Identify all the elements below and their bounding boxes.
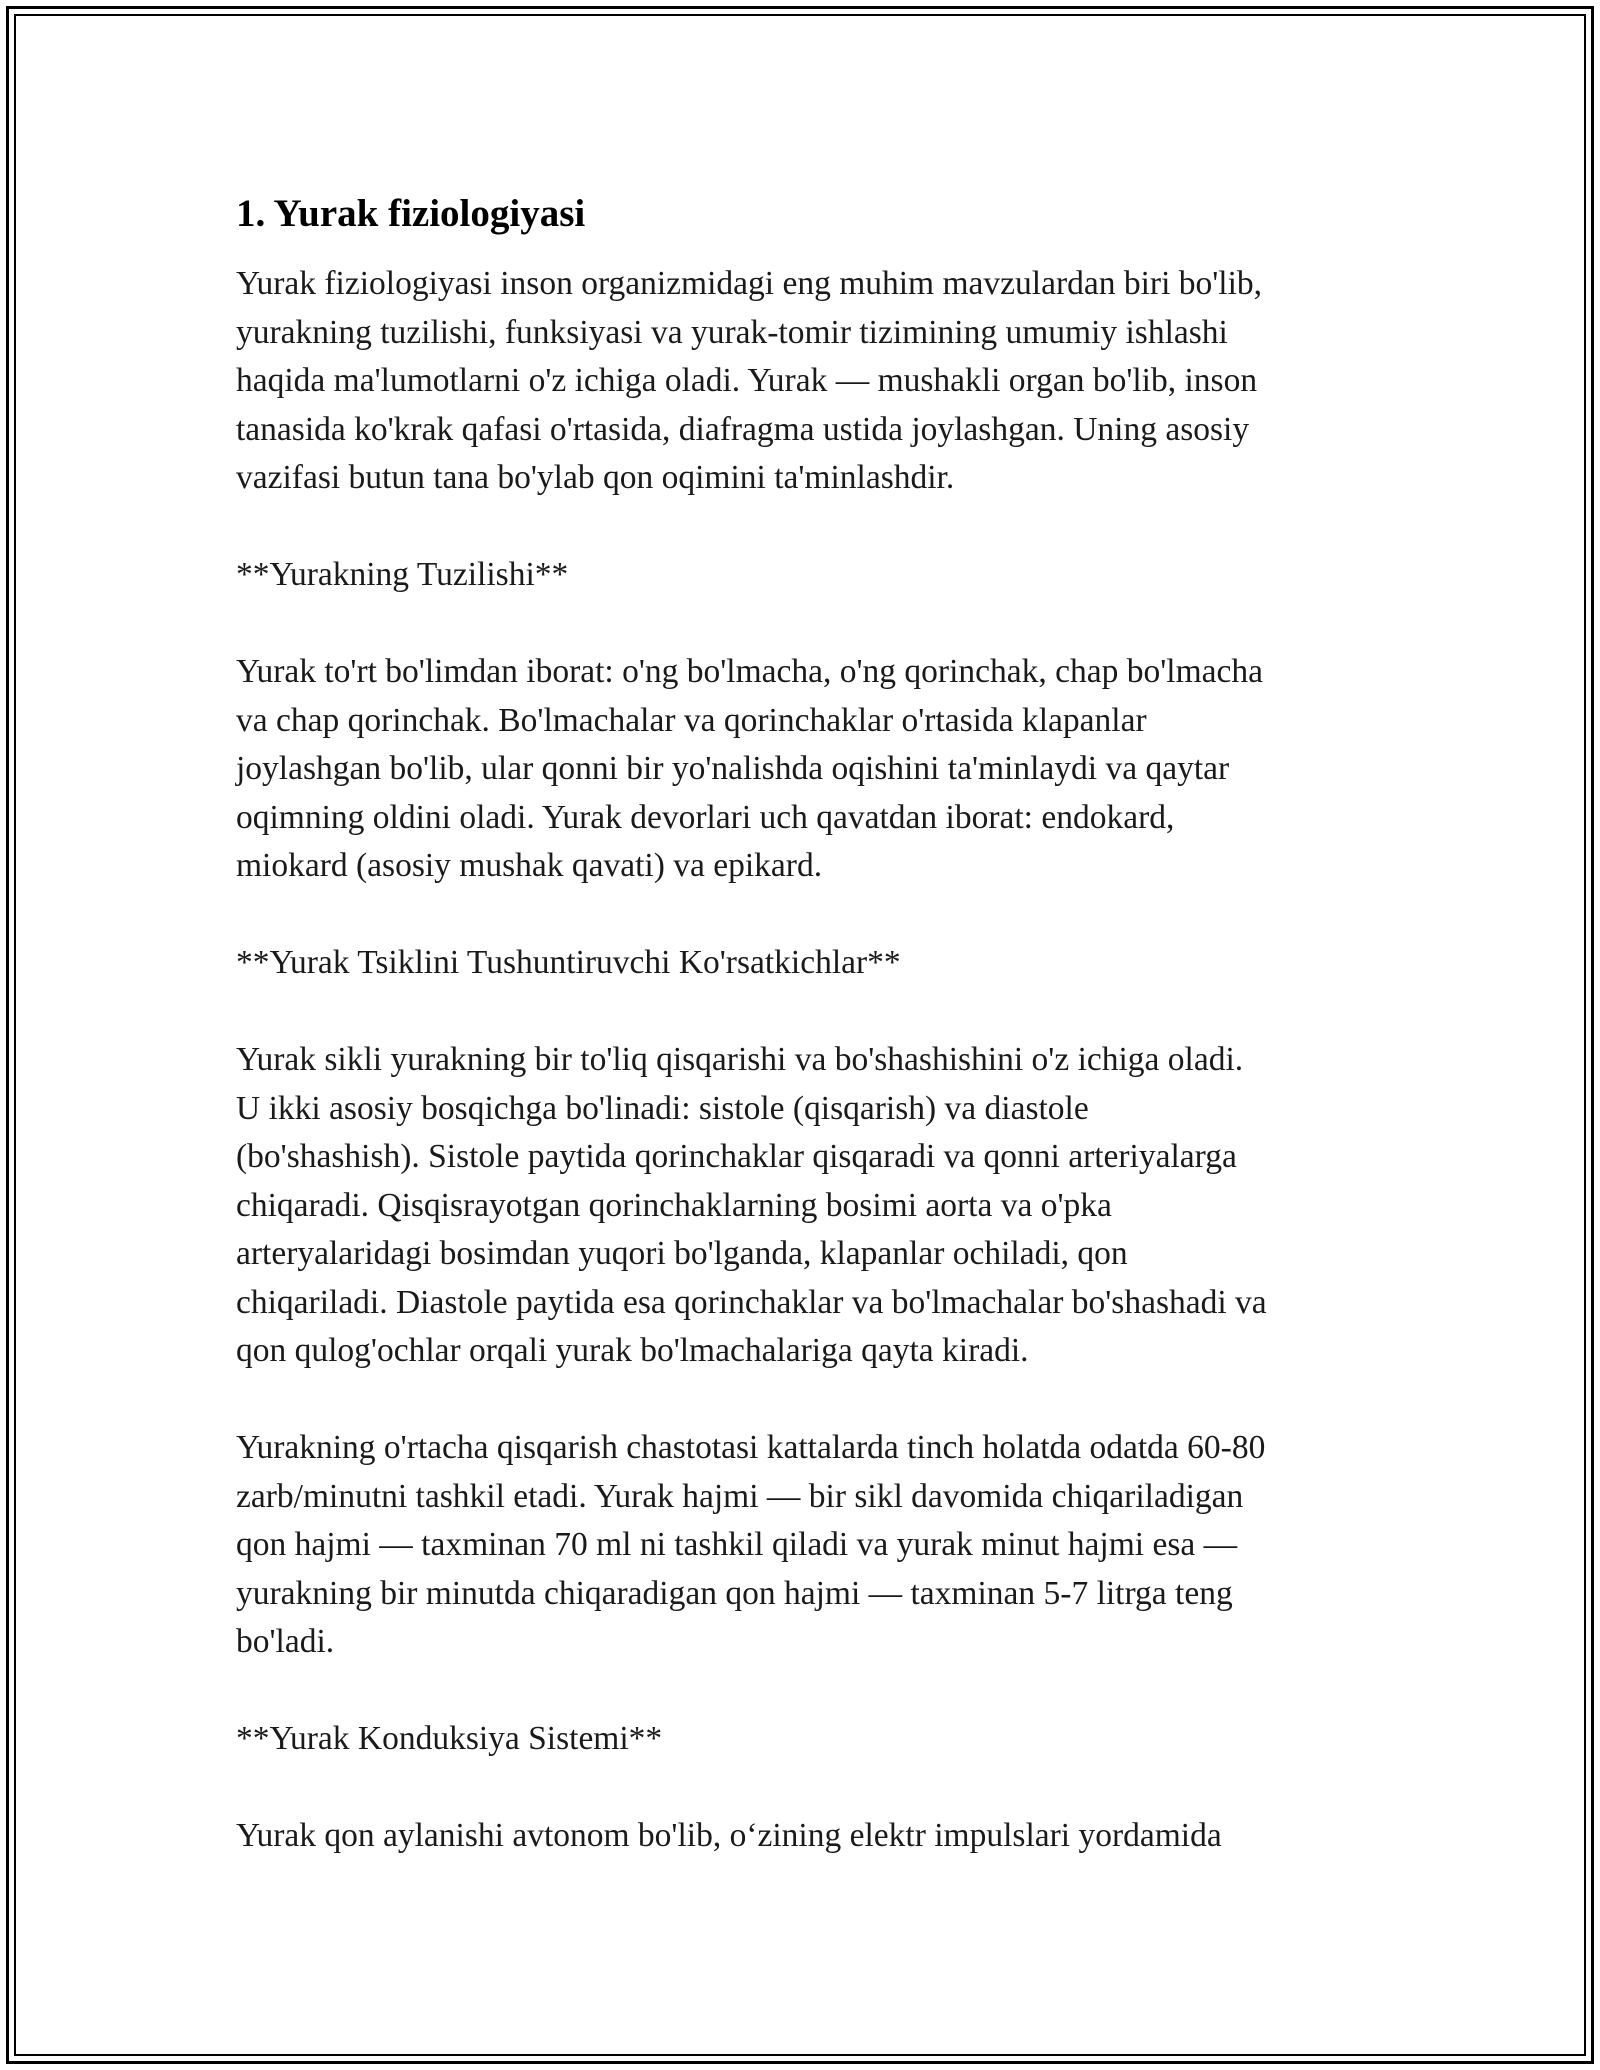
text-line: (bo'shashish). Sistole paytida qorinchaklar qisqaradi va qonni arteriyalarga — [236, 1138, 1237, 1175]
document-body — [236, 188, 1376, 1909]
text-line: tanasida ko'krak qafasi o'rtasida, diafragma ustida joylashgan. Uning asosiy — [236, 410, 1250, 448]
document-blocks — [236, 260, 1376, 1861]
paragraph — [236, 1424, 1376, 1667]
document-title: 1. Yurak fiziologiyasi — [236, 192, 586, 235]
text-line: haqida ma'lumotlarni o'z ichiga oladi. Yurak — mushakli organ bo'lib, inson — [236, 362, 1258, 399]
paragraph — [236, 260, 1376, 503]
text-line: miokard (asosiy mushak qavati) va epikard. — [236, 847, 823, 884]
section-subheading — [236, 551, 1376, 600]
text-line: yurakning tuzilishi, funksiyasi va yurak-tomir tizimining umumiy ishlashi — [236, 313, 1228, 351]
text-line: joylashgan bo'lib, ular qonni bir yo'nalishda oqishini ta'minlaydi va qaytar — [236, 750, 1230, 787]
paragraph — [236, 1812, 1376, 1861]
text-line: **Yurak Konduksiya Sistemi** — [236, 1720, 663, 1757]
text-line: zarb/minutni tashkil etadi. Yurak hajmi — bir sikl davomida chiqariladigan — [236, 1477, 1244, 1515]
text-line: vazifasi butun tana bo'ylab qon oqimini ta'minlashdir. — [236, 459, 955, 496]
section-subheading — [236, 939, 1376, 988]
section-subheading — [236, 1715, 1376, 1764]
text-line: oqimning oldini oladi. Yurak devorlari uch qavatdan iborat: endokard, — [236, 798, 1175, 836]
text-line: Yurak to'rt bo'limdan iborat: o'ng bo'lmacha, o'ng qorinchak, chap bo'lmacha — [236, 653, 1263, 690]
text-line: Yurakning o'rtacha qisqarish chastotasi kattalarda tinch holatda odatda 60-80 — [236, 1429, 1266, 1466]
text-line: Yurak qon aylanishi avtonom bo'lib, o‘zining elektr impulslari yordamida — [236, 1817, 1222, 1854]
text-line: chiqariladi. Diastole paytida esa qorinchaklar va bo'lmachalar bo'shashadi va — [236, 1283, 1267, 1321]
text-line: chiqaradi. Qisqisrayotgan qorinchaklarning bosimi aorta va o'pka — [236, 1186, 1112, 1224]
text-line: bo'ladi. — [236, 1623, 335, 1660]
text-line: va chap qorinchak. Bo'lmachalar va qorinchaklar o'rtasida klapanlar — [236, 701, 1147, 739]
text-line: yurakning bir minutda chiqaradigan qon hajmi — taxminan 5-7 litrga teng — [236, 1574, 1233, 1612]
text-line: Yurak sikli yurakning bir to'liq qisqarishi va bo'shashishini o'z ichiga oladi. — [236, 1041, 1244, 1078]
text-line: **Yurakning Tuzilishi** — [236, 556, 569, 593]
text-line: qon qulog'ochlar orqali yurak bo'lmachalariga qayta kiradi. — [236, 1332, 1029, 1369]
text-line: arteryalaridagi bosimdan yuqori bo'lganda, klapanlar ochiladi, qon — [236, 1235, 1128, 1272]
text-line: qon hajmi — taxminan 70 ml ni tashkil qiladi va yurak minut hajmi esa — — [236, 1526, 1238, 1563]
paragraph — [236, 648, 1376, 891]
text-line: **Yurak Tsiklini Tushuntiruvchi Ko'rsatkichlar** — [236, 944, 901, 981]
paragraph — [236, 1036, 1376, 1376]
text-line: Yurak fiziologiyasi inson organizmidagi eng muhim mavzulardan biri bo'lib, — [236, 265, 1263, 302]
text-line: U ikki asosiy bosqichga bo'linadi: sistole (qisqarish) va diastole — [236, 1089, 1089, 1127]
